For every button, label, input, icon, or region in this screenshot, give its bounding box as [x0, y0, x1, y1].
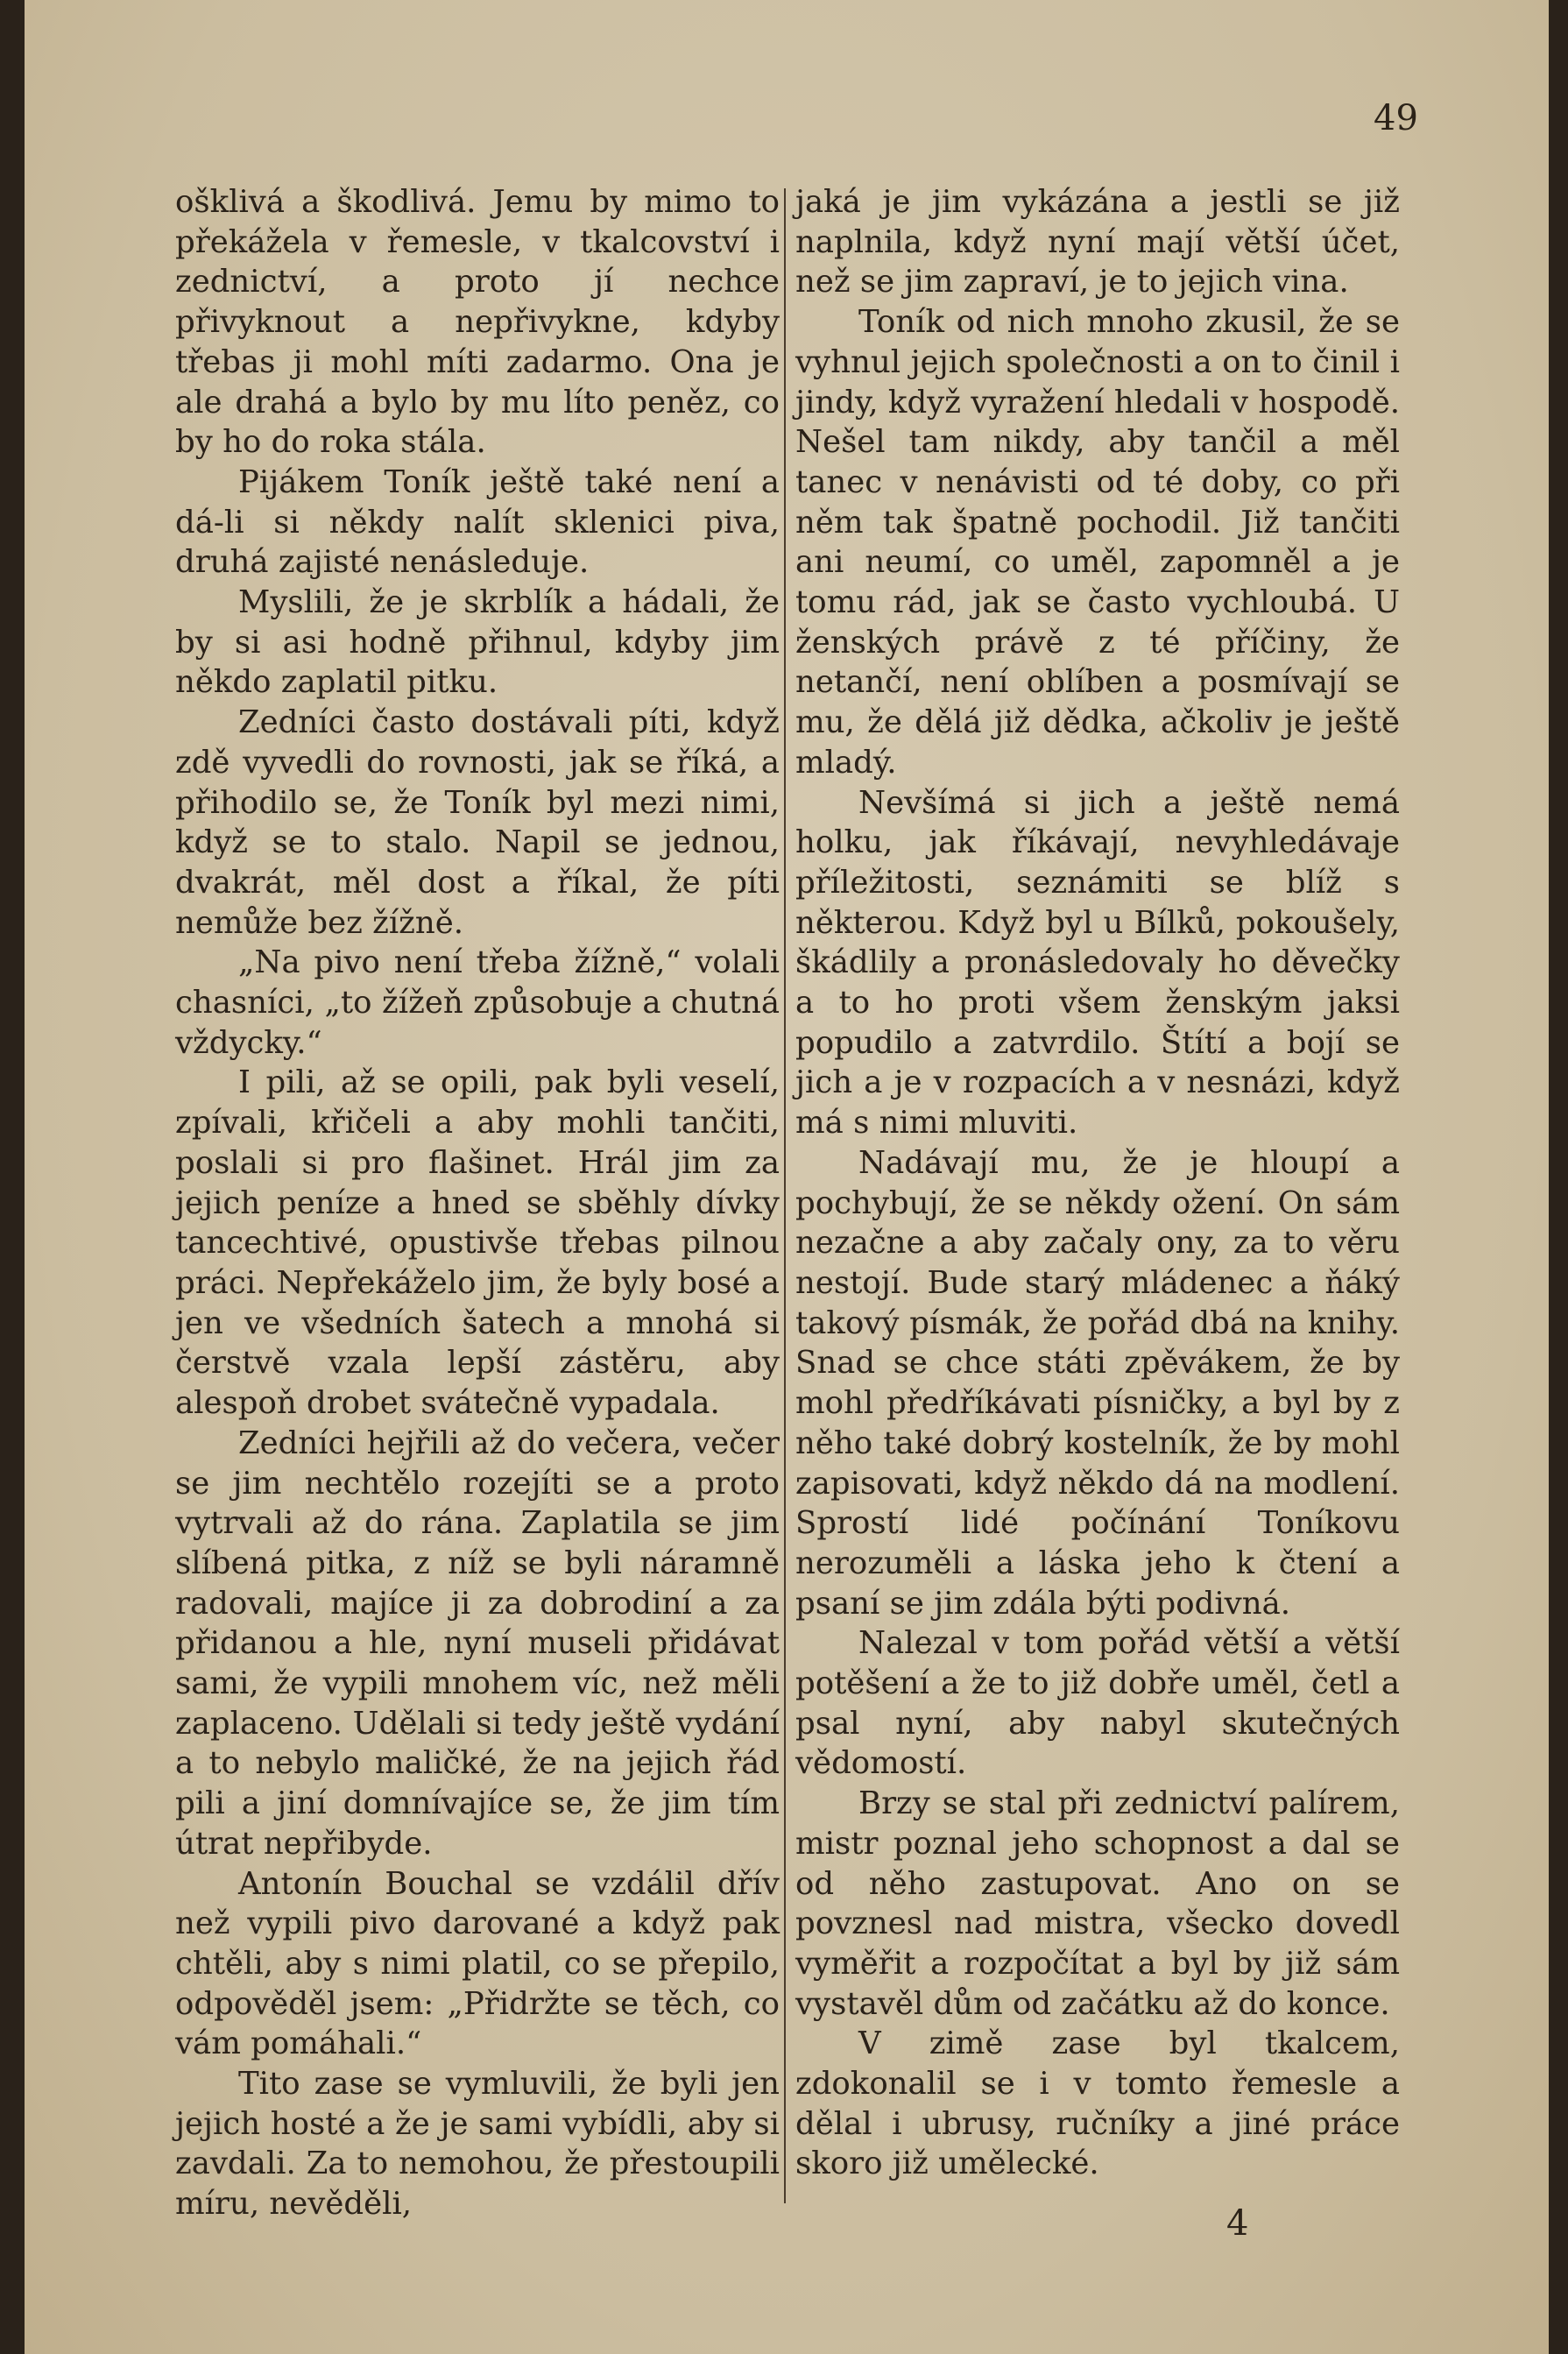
page-number: 49 — [1374, 98, 1418, 138]
paragraph: Zedníci hejřili až do večera, večer se jim nechtělo rozejíti se a proto vytrvali až do rána. Zaplatila se jim slíbená pitka, z níž se byli náramně radovali, majíce ji za dobrodiní a za přidanou a hle, nyní museli přidávat sami, že vypili mnohem víc, než měli zaplaceno. Udělali si tedy ještě vydání a to nebylo maličké, že na jejich řád pili a jiní domnívajíce se, že jim tím útrat nepřibyde. — [175, 1424, 780, 1862]
paragraph: ošklivá a škodlivá. Jemu by mimo to překážela v řemesle, v tkalcovství i zednictví, a proto jí nechce přivyknout a nepřivykne, kdyby třebas ji mohl míti zadarmo. Ona je ale drahá a bylo by mu líto peněz, co by ho do roka stála. — [175, 184, 780, 461]
paragraph: Antonín Bouchal se vzdálil dřív než vypili pivo darované a když pak chtěli, aby s nimi platil, co se přepilo, odpověděl jsem: „Přidržte se těch, co vám pomáhali.“ — [175, 1865, 780, 2062]
right-column — [795, 182, 1400, 2184]
paragraph: Nalezal v tom pořád větší a větší potěšení a že to již dobře uměl, četl a psal nyní, aby nabyl skutečných vědomostí. — [795, 1625, 1400, 1782]
paragraph: Toník od nich mnoho zkusil, že se vyhnul jejich společnosti a on to činil i jindy, když vyražení hledali v hospodě. Nešel tam nikdy, aby tančil a měl tanec v nenávisti od té doby, co při něm tak špatně pochodil. Již tančiti ani neumí, co uměl, zapomněl a je tomu rád, jak se často vychloubá. U ženských právě z té příčiny, že netančí, není oblíben a posmívají se mu, že dělá již dědka, ačkoliv je ještě mladý. — [795, 304, 1400, 781]
paragraph: Zedníci často dostávali píti, když zdě vyvedli do rovnosti, jak se říká, a přihodilo se, že Toník byl mezi nimi, když se to stalo. Napil se jednou, dvakrát, měl dost a říkal, že píti nemůže bez žížně. — [175, 704, 780, 941]
signature-mark: 4 — [1226, 2203, 1249, 2244]
book-page — [25, 0, 1549, 2354]
paragraph: V zimě zase byl tkalcem, zdokonalil se i v tomto řemesle a dělal i ubrusy, ručníky a jiné práce skoro již umělecké. — [795, 2025, 1400, 2182]
paragraph: Myslili, že je skrblík a hádali, že by si asi hodně přihnul, kdyby jim někdo zaplatil pitku. — [175, 584, 780, 701]
paragraph: Tito zase se vymluvili, že byli jen jejich hosté a že je sami vybídli, aby si zavdali. Za to nemohou, že přestoupili míru, nevěděli, — [175, 2066, 780, 2223]
column-divider — [784, 188, 786, 2203]
paragraph: Brzy se stal při zednictví palírem, mistr poznal jeho schopnost a dal se od něho zastupovat. Ano on se povznesl nad mistra, všecko dovedl vyměřit a rozpočítat a byl by již sám vystavěl dům od začátku až do konce. — [795, 1785, 1400, 2022]
left-column — [175, 182, 780, 2224]
paragraph: „Na pivo není třeba žížně,“ volali chasníci, „to žížeň způsobuje a chutná vždycky.“ — [175, 944, 780, 1061]
paragraph: jaká je jim vykázána a jestli se již naplnila, když nyní mají větší účet, než se jim zapraví, je to jejich vina. — [795, 184, 1400, 300]
paragraph: Pijákem Toník ještě také není a dá-li si někdy nalít sklenici piva, druhá zajisté nenásleduje. — [175, 463, 780, 581]
paragraph: Nevšímá si jich a ještě nemá holku, jak říkávají, nevyhledávaje příležitosti, seznámiti se blíž s některou. Když byl u Bílků, pokoušely, škádlily a pronásledovaly ho děvečky a to ho proti všem ženským jaksi popudilo a zatvrdilo. Štítí a bojí se jich a je v rozpacích a v nesnázi, když má s nimi mluviti. — [795, 784, 1400, 1142]
paragraph: I pili, až se opili, pak byli veselí, zpívali, křičeli a aby mohli tančiti, poslali si pro flašinet. Hrál jim za jejich peníze a hned se sběhly dívky tancechtivé, opustivše třebas pilnou práci. Nepřekáželo jim, že byly bosé a jen ve všedních šatech a mnohá si čerstvě vzala lepší zástěru, aby alespoň drobet svátečně vypadala. — [175, 1064, 780, 1422]
paragraph: Nadávají mu, že je hloupí a pochybují, že se někdy ožení. On sám nezačne a aby začaly ony, za to věru nestojí. Bude starý mládenec a ňáký takový písmák, že pořád dbá na knihy. Snad se chce státi zpěvákem, že by mohl předříkávati písničky, a byl by z něho také dobrý kostelník, že by mohl zapisovati, když někdo dá na modlení. Sprostí lidé počínání Toníkovu nerozuměli a láska jeho k čtení a psaní se jim zdála býti podivná. — [795, 1144, 1400, 1622]
